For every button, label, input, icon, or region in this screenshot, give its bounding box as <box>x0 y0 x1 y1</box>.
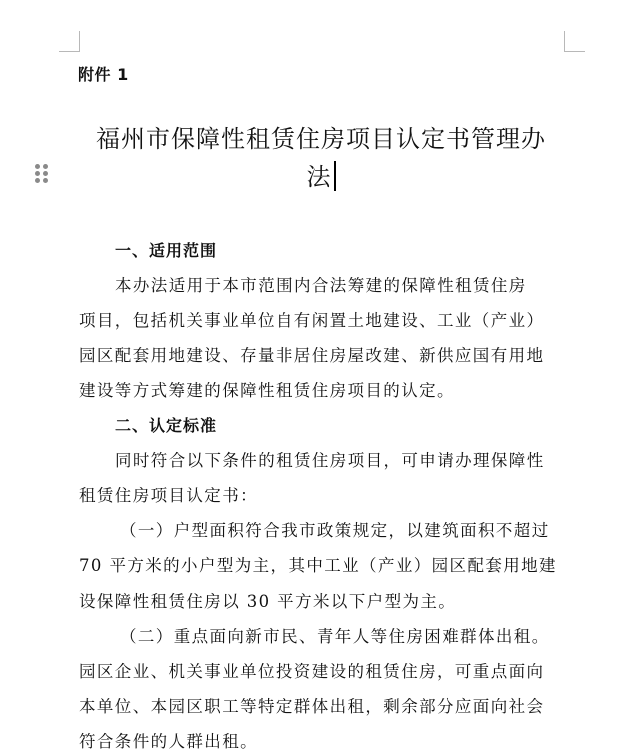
drag-dot <box>43 171 48 176</box>
section-heading-scope: 一、适用范围 <box>115 241 218 260</box>
title-line-2 <box>80 158 562 196</box>
paragraph-line: 同时符合以下条件的租赁住房项目，可申请办理保障性 <box>115 451 545 470</box>
drag-dot <box>35 171 40 176</box>
drag-dot <box>43 164 48 169</box>
paragraph-line: 园区企业、机关事业单位投资建设的租赁住房，可重点面向 <box>79 662 545 681</box>
attachment-label: 附件 1 <box>78 65 129 84</box>
drag-dot <box>43 178 48 183</box>
paragraph-line: 建设等方式筹建的保障性租赁住房项目的认定。 <box>79 381 455 400</box>
crop-mark-top-left <box>59 31 80 52</box>
paragraph-line: 园区配套用地建设、存量非居住房屋改建、新供应国有用地 <box>79 346 545 365</box>
document-title[interactable] <box>80 120 562 196</box>
paragraph-line: 符合条件的人群出租。 <box>79 732 258 751</box>
paragraph-line: 本办法适用于本市范围内合法筹建的保障性租赁住房 <box>115 276 527 295</box>
paragraph-line: 设保障性租赁住房以 30 平方米以下户型为主。 <box>79 592 457 611</box>
title-line-2-text: 法 <box>306 163 332 191</box>
paragraph-line: 70 平方米的小户型为主，其中工业（产业）园区配套用地建 <box>79 556 557 575</box>
title-line-1: 福州市保障性租赁住房项目认定书管理办 <box>96 125 546 153</box>
paragraph-line: 租赁住房项目认定书： <box>79 486 258 505</box>
drag-dot <box>35 178 40 183</box>
paragraph-line: 项目，包括机关事业单位自有闲置土地建设、工业（产业） <box>79 311 545 330</box>
paragraph-line: （二）重点面向新市民、青年人等住房困难群体出租。 <box>120 627 550 646</box>
paragraph-line: 本单位、本园区职工等特定群体出租，剩余部分应面向社会 <box>79 697 545 716</box>
text-cursor <box>334 161 336 191</box>
paragraph-drag-handle-icon[interactable] <box>35 164 49 184</box>
drag-dot <box>35 164 40 169</box>
crop-mark-top-right <box>564 31 585 52</box>
section-heading-criteria: 二、认定标准 <box>115 416 218 435</box>
paragraph-line: （一）户型面积符合我市政策规定，以建筑面积不超过 <box>120 521 550 540</box>
